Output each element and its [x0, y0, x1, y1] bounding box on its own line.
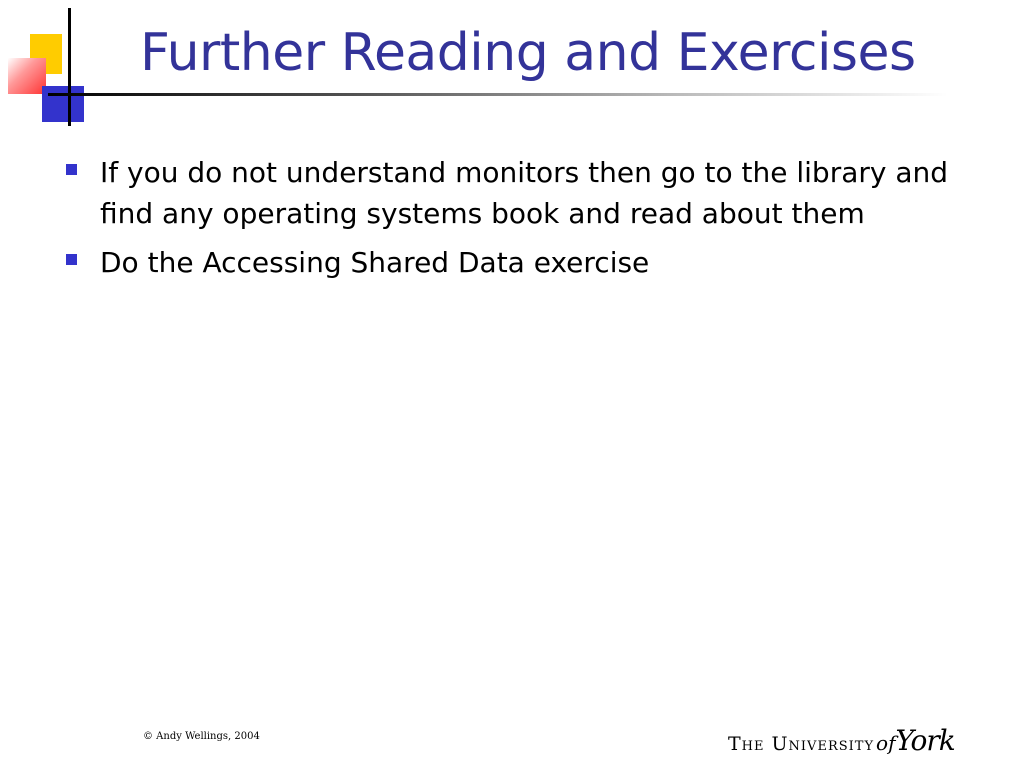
decorative-red-square: [8, 58, 46, 94]
title-underline: [48, 93, 948, 96]
university-logo: [728, 724, 955, 757]
logo-york-text: York: [895, 724, 955, 757]
bullet-item: [62, 152, 1002, 234]
bullet-text: If you do not understand monitors then go to the library and find any operating systems book and read about them: [100, 156, 949, 230]
copyright-notice: © Andy Wellings, 2004: [143, 731, 260, 742]
bullet-list: [62, 152, 1002, 291]
decorative-blue-square: [42, 86, 84, 122]
decorative-vertical-line: [68, 8, 71, 126]
logo-university-text: The University: [728, 733, 875, 755]
slide-title: Further Reading and Exercises: [140, 23, 916, 83]
square-bullet-icon: [66, 164, 77, 175]
square-bullet-icon: [66, 254, 77, 265]
logo-of-text: of: [876, 731, 896, 755]
bullet-item: [62, 242, 1002, 283]
bullet-text: Do the Accessing Shared Data exercise: [100, 246, 650, 279]
